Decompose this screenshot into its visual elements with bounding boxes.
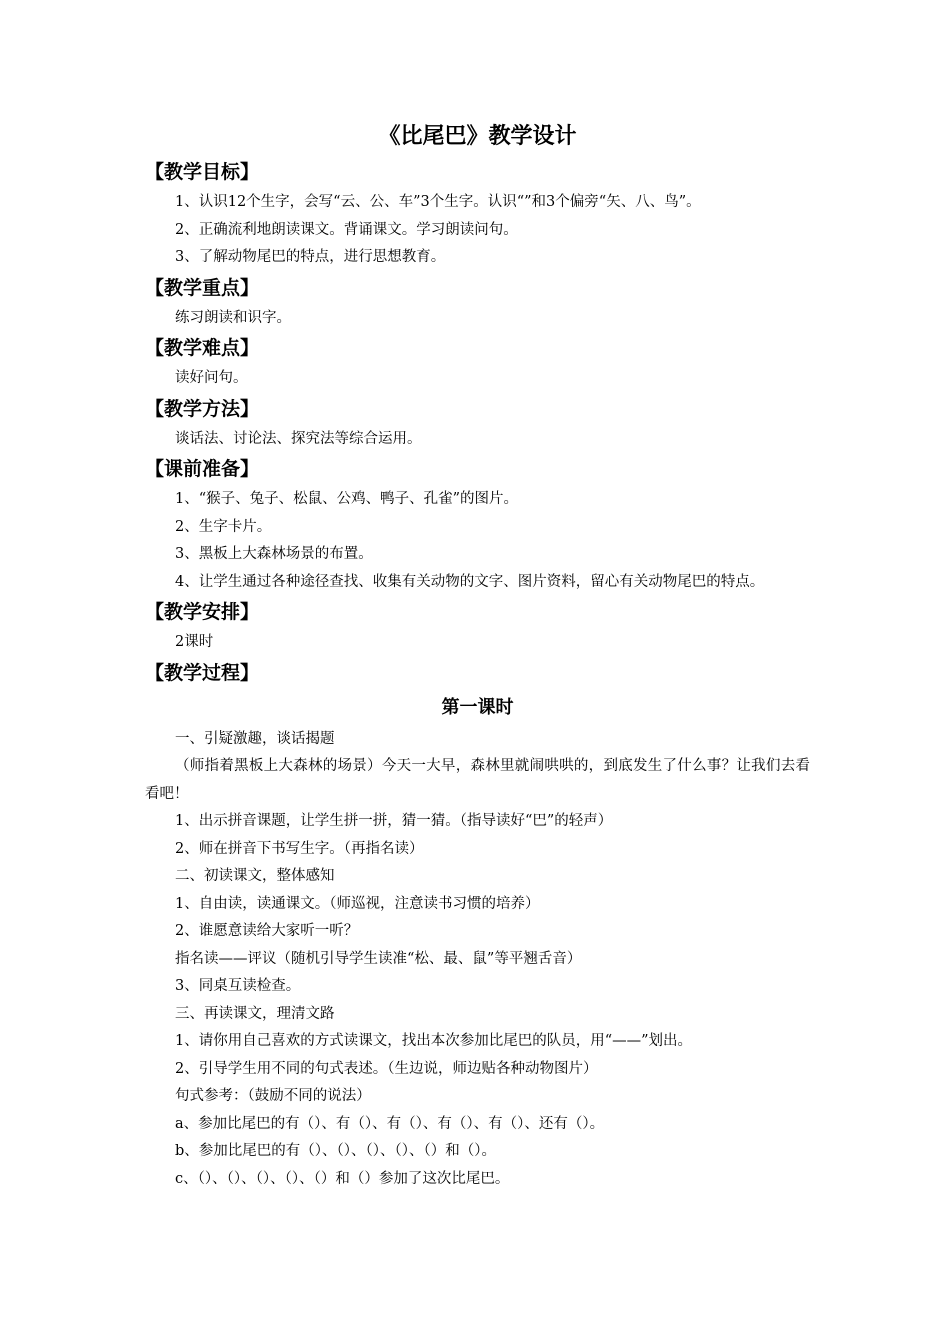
document-title: 《比尾巴》教学设计 xyxy=(378,124,577,149)
process-line: 2、谁愿意读给大家听一听？ xyxy=(175,923,359,939)
process-line: 指名读——评议（随机引导学生读准“松、最、鼠”等平翘舌音） xyxy=(175,950,582,967)
preparation-item: 4、让学生通过各种途径查找、收集有关动物的文字、图片资料，留心有关动物尾巴的特点。 xyxy=(175,573,765,590)
process-line: 二、初读课文，整体感知 xyxy=(175,868,335,884)
process-line: 1、请你用自己喜欢的方式读课文，找出本次参加比尾巴的队员，用“——”划出。 xyxy=(175,1033,693,1049)
process-line: b、参加比尾巴的有（）、（）、（）、（）、（）和（）。 xyxy=(175,1143,497,1159)
objectives-heading: 【教学目标】 xyxy=(145,161,260,183)
preparation-item: 1、“猴子、兔子、松鼠、公鸡、鸭子、孔雀”的图片。 xyxy=(175,491,519,507)
lesson-title: 第一课时 xyxy=(441,696,514,718)
preparation-item: 3、黑板上大森林场景的布置。 xyxy=(175,546,373,562)
objective-item: 1、认识12个生字，会写“云、公、车”3个生字。认识“”和3个偏旁“矢、八、鸟”。 xyxy=(175,194,701,210)
process-line: 三、再读课文，理清文路 xyxy=(175,1005,335,1022)
key-points-heading: 【教学重点】 xyxy=(145,276,260,299)
key-points-text: 练习朗读和识字。 xyxy=(175,309,291,326)
schedule-heading: 【教学安排】 xyxy=(145,601,260,623)
methods-heading: 【教学方法】 xyxy=(145,397,260,420)
objective-item: 2、正确流利地朗读课文。背诵课文。学习朗读问句。 xyxy=(175,221,518,238)
objective-item: 3、了解动物尾巴的特点，进行思想教育。 xyxy=(175,249,446,265)
process-line: 3、同桌互读检查。 xyxy=(175,978,301,994)
process-line: a、参加比尾巴的有（）、有（）、有（）、有（）、有（）、还有（）。 xyxy=(175,1115,605,1132)
process-line: 1、自由读，读通课文。（师巡视，注意读书习惯的培养） xyxy=(175,895,540,912)
process-line: c、（）、（）、（）、（）、（）和（）参加了这次比尾巴。 xyxy=(175,1170,510,1187)
difficulties-text: 读好问句。 xyxy=(175,370,248,386)
process-line: 句式参考：（鼓励不同的说法） xyxy=(175,1088,371,1104)
document-page xyxy=(145,118,810,1193)
difficulties-heading: 【教学难点】 xyxy=(145,337,260,359)
schedule-text: 2课时 xyxy=(175,634,214,650)
process-line: 1、出示拼音课题，让学生拼一拼，猜一猜。（指导读好“巴”的轻声） xyxy=(175,813,613,829)
process-heading: 【教学过程】 xyxy=(145,661,260,684)
process-line: （师指着黑板上大森林的场景）今天一大早，森林里就闹哄哄的，到底发生了什么事？让我们去看看吧！ xyxy=(145,758,810,802)
methods-text: 谈话法、讨论法、探究法等综合运用。 xyxy=(175,430,422,447)
process-line: 2、引导学生用不同的句式表述。（生边说，师边贴各种动物图片） xyxy=(175,1060,598,1077)
preparation-heading: 【课前准备】 xyxy=(145,458,260,480)
process-line: 一、引疑激趣，谈话揭题 xyxy=(175,730,335,747)
preparation-item: 2、生字卡片。 xyxy=(175,518,272,535)
process-line: 2、师在拼音下书写生字。（再指名读） xyxy=(175,840,424,857)
